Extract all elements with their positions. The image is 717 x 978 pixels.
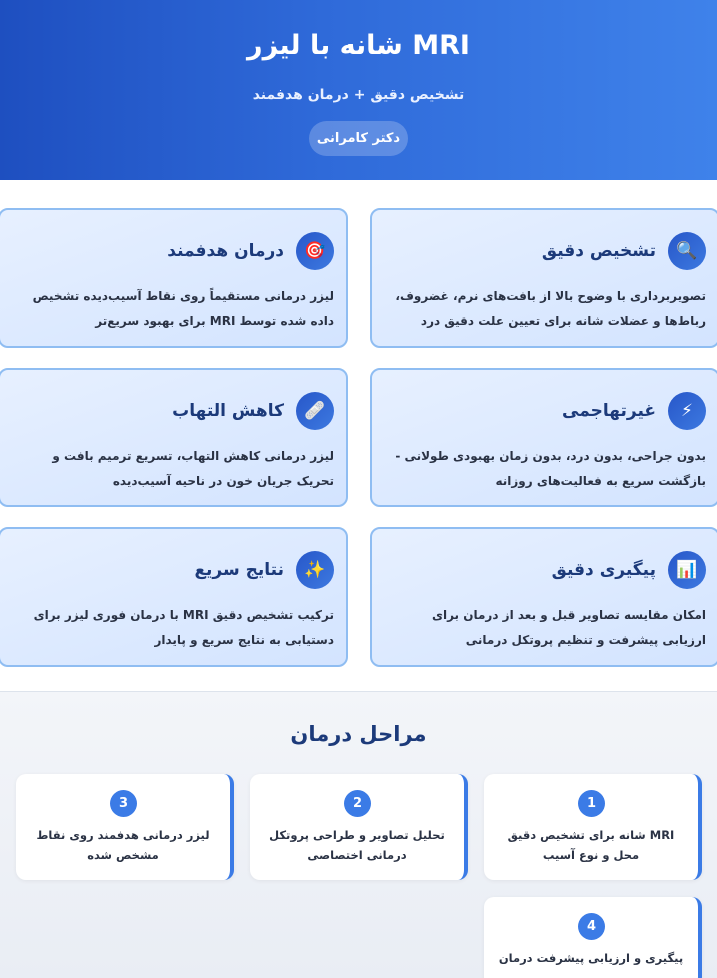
doctor-badge-button[interactable]: دکتر کامرانی — [309, 121, 408, 156]
phase-step-3 — [16, 774, 234, 880]
phase-step-2 — [250, 774, 468, 880]
feature-description: ترکیب تشخیص دقیق MRI با درمان فوری لیزر برای دستیابی به نتایج سریع و پایدار — [33, 608, 334, 647]
feature-card-fast-results — [0, 527, 348, 667]
feature-title: کاهش التهاب — [172, 401, 284, 421]
target-icon: 🎯 — [296, 232, 334, 270]
chart-icon: 📊 — [668, 551, 706, 589]
feature-card-inflammation — [0, 368, 348, 507]
magnifier-icon: 🔍 — [668, 232, 706, 270]
feature-description: بدون جراحی، بدون درد، بدون زمان بهبودی طولانی - بازگشت سریع به فعالیت‌های روزانه — [395, 449, 706, 488]
feature-card-targeted-treatment — [0, 208, 348, 348]
step-text: تحلیل تصاویر و طراحی پروتکل درمانی اختصاصی — [269, 828, 445, 862]
page-title: MRI شانه با لیزر — [247, 30, 470, 61]
feature-card-diagnosis — [370, 208, 717, 348]
feature-description: تصویربرداری با وضوح بالا از بافت‌های نرم، غضروف، رباط‌ها و عضلات شانه برای تعیین علت دقیق درد — [395, 289, 706, 328]
feature-title: پیگیری دقیق — [551, 560, 656, 580]
phase-step-1 — [484, 774, 702, 880]
feature-title: نتایج سریع — [194, 560, 284, 580]
feature-title: تشخیص دقیق — [541, 241, 656, 261]
phase-step-4 — [484, 897, 702, 978]
step-number-badge: 1 — [578, 790, 605, 817]
treatment-phases-section — [0, 691, 717, 978]
feature-description: لیزر درمانی کاهش التهاب، تسریع ترمیم بافت و تحریک جریان خون در ناحیه آسیب‌دیده — [52, 449, 334, 488]
feature-description: امکان مقایسه تصاویر قبل و بعد از درمان برای ارزیابی پیشرفت و تنظیم پروتکل درمانی — [431, 608, 706, 647]
bandage-icon: 🩹 — [296, 392, 334, 430]
step-text: لیزر درمانی هدفمند روی نقاط مشخص شده — [36, 828, 210, 862]
page-subtitle: تشخیص دقیق + درمان هدفمند — [252, 87, 465, 103]
feature-title: درمان هدفمند — [167, 241, 284, 261]
step-number-badge: 4 — [578, 913, 605, 940]
feature-description: لیزر درمانی مستقیماً روی نقاط آسیب‌دیده تشخیص داده شده توسط MRI برای بهبود سریع‌تر — [32, 289, 334, 328]
step-text: پیگیری و ارزیابی پیشرفت درمان — [498, 951, 684, 965]
step-number-badge: 3 — [110, 790, 137, 817]
phases-title: مراحل درمان — [290, 722, 427, 746]
feature-card-non-invasive — [370, 368, 717, 507]
feature-title: غیرتهاجمی — [562, 401, 656, 421]
step-number-badge: 2 — [344, 790, 371, 817]
feature-card-follow-up — [370, 527, 717, 667]
step-text: MRI شانه برای تشخیص دقیق محل و نوع آسیب — [507, 828, 675, 862]
lightning-icon: ⚡ — [668, 392, 706, 430]
hero-banner — [0, 0, 717, 180]
sparkles-icon: ✨ — [296, 551, 334, 589]
